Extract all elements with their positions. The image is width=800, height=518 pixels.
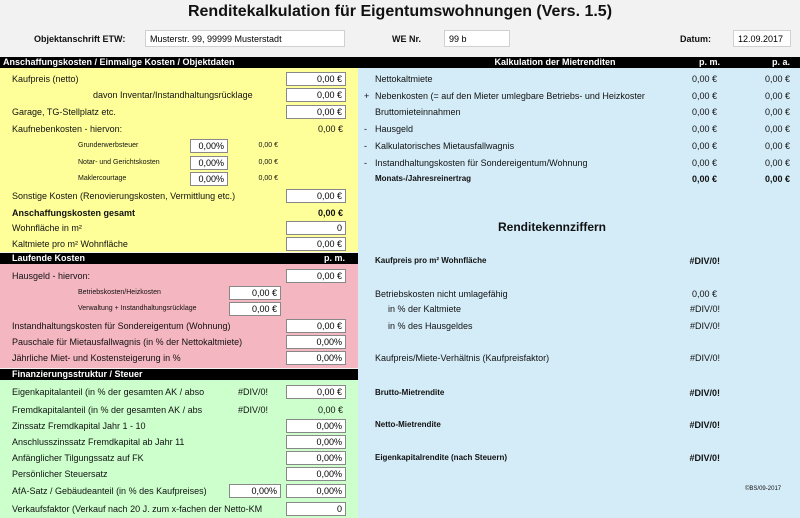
- we-input[interactable]: 99 b: [444, 30, 510, 47]
- pauschale-label: Pauschale für Mietausfallwagnis (in % der Nettokaltmiete): [12, 337, 243, 347]
- date-label: Datum:: [680, 34, 711, 44]
- fk-anteil-pct: #DIV/0!: [238, 405, 269, 415]
- calc-row-pm: 0,00 €: [691, 91, 717, 101]
- steuersatz-input[interactable]: 0,00%: [286, 467, 346, 481]
- mietrendite-title: Kalkulation der Mietrenditen: [494, 57, 616, 67]
- pauschale-input[interactable]: 0,00%: [286, 335, 346, 349]
- wohnflaeche-input[interactable]: 0: [286, 221, 346, 235]
- address-input[interactable]: Musterstr. 99, 99999 Musterstadt: [145, 30, 345, 47]
- calc-row-label: Hausgeld: [375, 124, 414, 134]
- verwaltung-label: Verwaltung + Instandhaltungsrücklage: [78, 305, 197, 312]
- zins-input[interactable]: 0,00%: [286, 419, 346, 433]
- calc-row-pm: 0,00 €: [691, 74, 717, 84]
- betriebskosten-label: Betriebskosten/Heizkosten: [78, 289, 161, 296]
- betriebskosten-nu-value: 0,00 €: [691, 289, 717, 299]
- calc-row-label: Instandhaltungskosten für Sondereigentum/Wohnung: [375, 158, 588, 168]
- betriebskosten-nu-label: Betriebskosten nicht umlagefähig: [375, 289, 508, 299]
- inventar-input[interactable]: 0,00 €: [286, 88, 346, 102]
- calc-row-pa: 0,00 €: [764, 124, 790, 134]
- betriebskosten-input[interactable]: 0,00 €: [229, 286, 281, 300]
- tilgung-input[interactable]: 0,00%: [286, 451, 346, 465]
- notar-value: 0,00 €: [258, 159, 278, 166]
- tilgung-label: Anfänglicher Tilgungssatz auf FK: [12, 453, 144, 463]
- calc-row-pm: 0,00 €: [691, 174, 717, 184]
- wohnflaeche-label: Wohnfläche in m²: [12, 223, 82, 233]
- calc-row-pa: 0,00 €: [764, 174, 790, 184]
- calc-row-prefix: -: [364, 124, 367, 134]
- section-header-finanzierung: Finanzierungsstruktur / Steuer: [0, 369, 358, 380]
- steigerung-label: Jährliche Miet- und Kostensteigerung in %: [12, 353, 181, 363]
- calc-row-pa: 0,00 €: [764, 91, 790, 101]
- notar-pct-input[interactable]: 0,00%: [190, 156, 228, 170]
- calc-row-pa: 0,00 €: [764, 74, 790, 84]
- brutto-label: Brutto-Mietrendite: [375, 388, 445, 397]
- calc-row-pm: 0,00 €: [691, 141, 717, 151]
- grunderwerb-pct-input[interactable]: 0,00%: [190, 139, 228, 153]
- section-header-anschaffung: Anschaffungskosten / Einmalige Kosten / Objektdaten: [0, 57, 358, 68]
- kaufneben-value: 0,00 €: [317, 124, 343, 134]
- garage-input[interactable]: 0,00 €: [286, 105, 346, 119]
- calc-row-pa: 0,00 €: [764, 107, 790, 117]
- makler-label: Maklercourtage: [78, 175, 127, 182]
- laufende-col-pm: p. m.: [323, 253, 345, 263]
- anschluss-input[interactable]: 0,00%: [286, 435, 346, 449]
- instand-sonder-input[interactable]: 0,00 €: [286, 319, 346, 333]
- gesamt-label: Anschaffungskosten gesamt: [12, 208, 136, 218]
- verkauf-input[interactable]: 0: [286, 502, 346, 516]
- instand-sonder-label: Instandhaltungskosten für Sondereigentum (Wohnung): [12, 321, 231, 331]
- calc-row-pm: 0,00 €: [691, 124, 717, 134]
- calc-row-pa: 0,00 €: [764, 141, 790, 151]
- address-label: Objektanschrift ETW:: [34, 34, 126, 44]
- kaufpreisfaktor-label: Kaufpreis/Miete-Verhältnis (Kaufpreisfaktor): [375, 353, 550, 363]
- kaufpreis-qm-label: Kaufpreis pro m² Wohnfläche: [375, 256, 487, 265]
- kennziffern-title: Renditekennziffern: [498, 220, 607, 234]
- calc-row-pm: 0,00 €: [691, 158, 717, 168]
- calc-row-prefix: +: [364, 91, 370, 101]
- grunderwerb-label: Grunderwerbsteuer: [78, 142, 139, 149]
- anschluss-label: Anschlusszinssatz Fremdkapital ab Jahr 11: [12, 437, 185, 447]
- calc-row-pa: 0,00 €: [764, 158, 790, 168]
- netto-label: Netto-Mietrendite: [375, 420, 441, 429]
- calc-row-pm: 0,00 €: [691, 107, 717, 117]
- makler-pct-input[interactable]: 0,00%: [190, 172, 228, 186]
- grunderwerb-value: 0,00 €: [258, 142, 278, 149]
- kaufpreisfaktor-value: #DIV/0!: [689, 353, 720, 363]
- notar-label: Notar- und Gerichtskosten: [78, 159, 160, 166]
- date-input[interactable]: 12.09.2017: [733, 30, 791, 47]
- calc-row-label: Monats-/Jahresreinertrag: [375, 174, 472, 183]
- fk-anteil-value: 0,00 €: [317, 405, 343, 415]
- afa-pct-input[interactable]: 0,00%: [229, 484, 281, 498]
- gesamt-value: 0,00 €: [317, 208, 343, 218]
- afa-label: AfA-Satz / Gebäudeanteil (in % des Kaufpreises): [12, 486, 207, 496]
- kaufpreis-qm-value: #DIV/0!: [689, 256, 720, 266]
- inventar-label: davon Inventar/Instandhaltungsrücklage: [93, 90, 253, 100]
- kaufneben-label: Kaufnebenkosten - hiervon:: [12, 124, 123, 134]
- steigerung-input[interactable]: 0,00%: [286, 351, 346, 365]
- ek-anteil-pct: #DIV/0!: [238, 387, 269, 397]
- ek-anteil-input[interactable]: 0,00 €: [286, 385, 346, 399]
- fk-anteil-label: Fremdkapitalanteil (in % der gesamten AK / abs: [12, 405, 203, 415]
- sonstige-input[interactable]: 0,00 €: [286, 189, 346, 203]
- brutto-value: #DIV/0!: [689, 388, 720, 398]
- in-kaltmiete-label: in % der Kaltmiete: [388, 304, 462, 314]
- col-pm: p. m.: [698, 57, 720, 67]
- in-hausgeld-label: in % des Hausgeldes: [388, 321, 473, 331]
- calc-row-prefix: -: [364, 141, 367, 151]
- verkauf-label: Verkaufsfaktor (Verkauf nach 20 J. zum x-fachen der Netto-KM: [12, 504, 263, 514]
- kaufpreis-input[interactable]: 0,00 €: [286, 72, 346, 86]
- verwaltung-input[interactable]: 0,00 €: [229, 302, 281, 316]
- copyright: ©BS/09-2017: [745, 486, 782, 492]
- hausgeld-label: Hausgeld - hiervon:: [12, 271, 91, 281]
- calc-row-label: Nettokaltmiete: [375, 74, 433, 84]
- garage-label: Garage, TG-Stellplatz etc.: [12, 107, 116, 117]
- kaufpreis-label: Kaufpreis (netto): [12, 74, 79, 84]
- afa-input[interactable]: 0,00%: [286, 484, 346, 498]
- page-title: Renditekalkulation für Eigentumswohnungen (Vers. 1.5): [187, 3, 613, 20]
- calc-row-prefix: -: [364, 158, 367, 168]
- makler-value: 0,00 €: [258, 175, 278, 182]
- col-pa: p. a.: [771, 57, 790, 67]
- sonstige-label: Sonstige Kosten (Renovierungskosten, Vermittlung etc.): [12, 191, 236, 201]
- ek-rendite-label: Eigenkapitalrendite (nach Steuern): [375, 453, 508, 462]
- kaltmiete-qm-label: Kaltmiete pro m² Wohnfläche: [12, 239, 128, 249]
- calc-row-label: Nebenkosten (= auf den Mieter umlegbare Betriebs- und Heizkoster: [375, 91, 645, 101]
- kaltmiete-qm-input[interactable]: 0,00 €: [286, 237, 346, 251]
- ek-anteil-label: Eigenkapitalanteil (in % der gesamten AK / abso: [12, 387, 205, 397]
- in-hausgeld-value: #DIV/0!: [689, 321, 720, 331]
- calc-row-label: Kalkulatorisches Mietausfallwagnis: [375, 141, 515, 151]
- zins-label: Zinssatz Fremdkapital Jahr 1 - 10: [12, 421, 146, 431]
- netto-value: #DIV/0!: [689, 420, 720, 430]
- we-label: WE Nr.: [392, 34, 422, 44]
- steuersatz-label: Persönlicher Steuersatz: [12, 469, 108, 479]
- calc-row-label: Bruttomieteinnahmen: [375, 107, 461, 117]
- section-header-laufende: Laufende Kosten: [0, 253, 358, 264]
- hausgeld-input[interactable]: 0,00 €: [286, 269, 346, 283]
- in-kaltmiete-value: #DIV/0!: [689, 304, 720, 314]
- ek-rendite-value: #DIV/0!: [689, 453, 720, 463]
